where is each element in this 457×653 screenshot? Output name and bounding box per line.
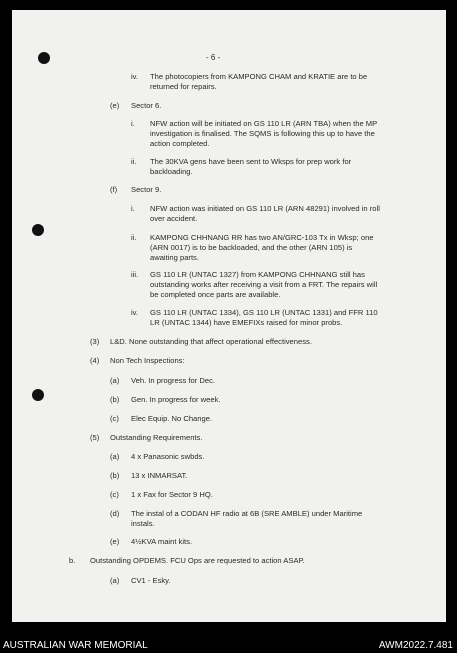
item-marker: (4) <box>90 356 100 365</box>
item-text: Non Tech Inspections: <box>110 356 185 365</box>
item-text: KAMPONG CHHNANG RR has two AN/GRC-103 Tx in Wksp; one <box>150 233 374 242</box>
item-text: awaiting parts. <box>150 253 199 262</box>
item-marker: i. <box>131 204 135 213</box>
item-text: Outstanding Requirements. <box>110 433 203 442</box>
item-marker: b. <box>69 556 76 565</box>
punch-hole <box>32 389 44 401</box>
item-marker: (b) <box>110 395 120 404</box>
item-text: 4½KVA maint kits. <box>131 537 193 546</box>
item-text: NFW action will be initiated on GS 110 LR (ARN TBA) when the MP <box>150 119 378 128</box>
item-marker: ii. <box>131 157 137 166</box>
item-marker: (3) <box>90 337 100 346</box>
item-text: Outstanding OPDEMS. FCU Ops are requested to action ASAP. <box>90 556 305 565</box>
item-marker: (f) <box>110 185 118 194</box>
item-text: be completed once parts are available. <box>150 290 281 299</box>
item-text: (ARN 0017) is to be backloaded, and the other (ARN 105) is <box>150 243 353 252</box>
item-text: Elec Equip. No Change. <box>131 414 213 423</box>
item-text: L&D. None outstanding that affect operational effectiveness. <box>110 337 312 346</box>
footer-reference: AWM2022.7.481 <box>378 640 453 651</box>
item-text: GS 110 LR (UNTAC 1327) from KAMPONG CHHNANG still has <box>150 270 365 279</box>
archive-footer <box>0 637 457 653</box>
item-marker: (b) <box>110 471 120 480</box>
item-marker: (5) <box>90 433 100 442</box>
item-marker: (e) <box>110 101 120 110</box>
item-marker: (c) <box>110 490 119 499</box>
item-text: investigation is finalised. The SQMS is following this up to have the <box>150 129 375 138</box>
punch-hole <box>38 52 50 64</box>
item-marker: iv. <box>131 308 139 317</box>
item-text: outstanding works after receiving a visit from a FRT. The repairs will <box>150 280 378 289</box>
item-text: The instal of a CODAN HF radio at 6B (SRE AMBLE) under Maritime <box>131 509 363 518</box>
item-text: instals. <box>131 519 155 528</box>
item-text: Sector 6. <box>131 101 162 110</box>
item-text: Gen. In progress for week. <box>131 395 221 404</box>
item-text: Sector 9. <box>131 185 162 194</box>
item-marker: (c) <box>110 414 119 423</box>
item-text: Veh. In progress for Dec. <box>131 376 215 385</box>
item-text: returned for repairs. <box>150 82 217 91</box>
item-text: LR (UNTAC 1344) have EMEFIXs raised for minor probs. <box>150 318 343 327</box>
item-text: over accident. <box>150 214 198 223</box>
item-text: NFW action was initiated on GS 110 LR (ARN 48291) involved in roll <box>150 204 380 213</box>
item-marker: iv. <box>131 72 139 81</box>
item-text: 4 x Panasonic swbds. <box>131 452 205 461</box>
item-marker: (e) <box>110 537 120 546</box>
item-text: CV1 - Esky. <box>131 576 171 585</box>
item-marker: (a) <box>110 452 120 461</box>
punch-hole <box>32 224 44 236</box>
item-text: backloading. <box>150 167 193 176</box>
item-marker: (a) <box>110 376 120 385</box>
item-marker: i. <box>131 119 135 128</box>
item-marker: (a) <box>110 576 120 585</box>
item-text: GS 110 LR (UNTAC 1334), GS 110 LR (UNTAC 1331) and FFR 110 <box>150 308 378 317</box>
item-text: 13 x INMARSAT. <box>131 471 188 480</box>
item-marker: ii. <box>131 233 137 242</box>
item-marker: (d) <box>110 509 120 518</box>
item-text: The photocopiers from KAMPONG CHAM and KRATIE are to be <box>150 72 368 81</box>
item-text: The 30KVA gens have been sent to Wksps for prep work for <box>150 157 352 166</box>
item-text: 1 x Fax for Sector 9 HQ. <box>131 490 213 499</box>
footer-institution: AUSTRALIAN WAR MEMORIAL <box>3 640 148 651</box>
item-text: action completed. <box>150 139 210 148</box>
page-number: - 6 - <box>206 53 221 62</box>
item-marker: iii. <box>131 270 139 279</box>
